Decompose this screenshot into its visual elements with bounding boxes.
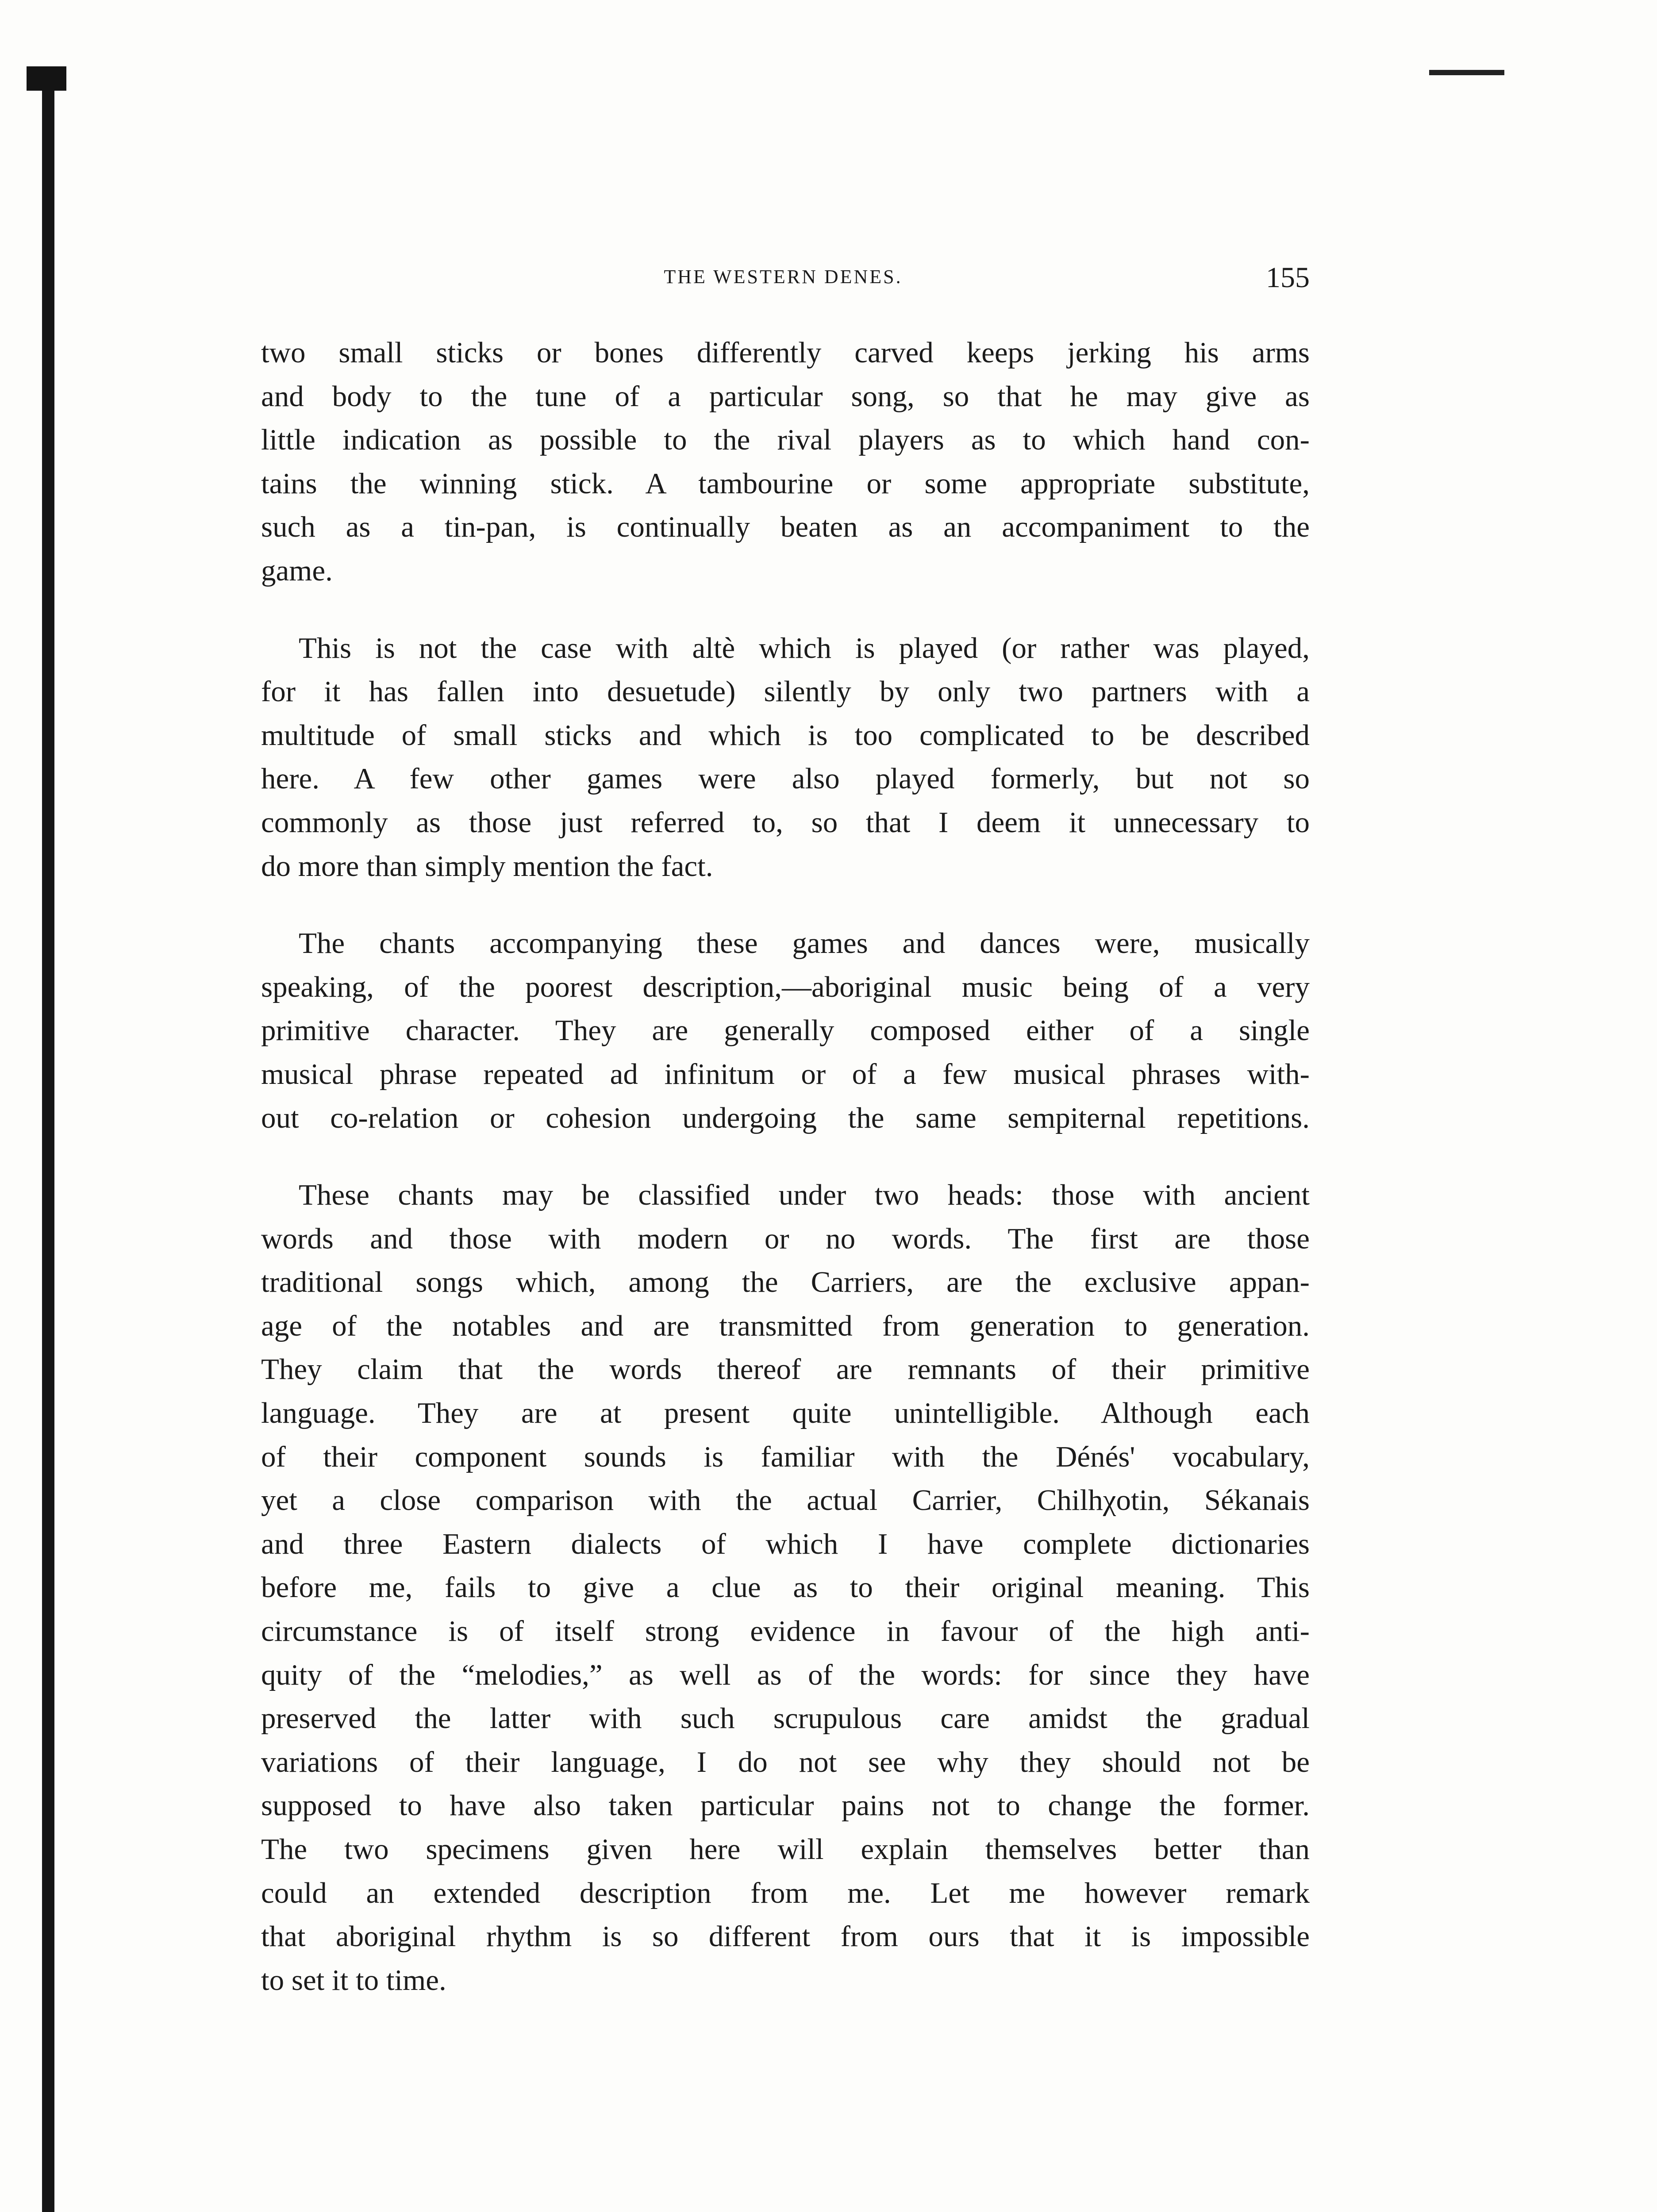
text-line: do more than simply mention the fact.	[261, 849, 713, 883]
text-line: two small sticks or bones differently carved keeps jerking his arms	[261, 336, 1310, 369]
text-line: out co-relation or cohesion undergoing the same sempiternal repetitions.	[261, 1101, 1310, 1134]
binding-edge-shadow	[42, 66, 54, 2212]
text-line: that aboriginal rhythm is so different from ours that it is impossible	[261, 1920, 1310, 1953]
page-header	[257, 261, 1310, 301]
text-line: multitude of small sticks and which is too complicated to be described	[261, 718, 1310, 752]
text-line: speaking, of the poorest description,—aboriginal music being of a very	[261, 970, 1310, 1003]
text-line: They claim that the words thereof are remnants of their primitive	[261, 1353, 1310, 1386]
text-line: variations of their language, I do not see why they should not be	[261, 1745, 1310, 1778]
text-line: for it has fallen into desuetude) silently by only two partners with a	[261, 675, 1310, 708]
text-line: age of the notables and are transmitted from generation to generation.	[261, 1309, 1310, 1342]
text-line: little indication as possible to the rival players as to which hand con-	[261, 423, 1310, 457]
text-line: commonly as those just referred to, so that I deem it unnecessary to	[261, 806, 1310, 839]
text-line: tains the winning stick. A tambourine or some appropriate substitute,	[261, 467, 1310, 500]
text-line: game.	[261, 554, 333, 587]
text-line: and three Eastern dialects of which I have complete dictionaries	[261, 1527, 1310, 1560]
text-line: circumstance is of itself strong evidence in favour of the high anti-	[261, 1615, 1310, 1648]
text-line: words and those with modern or no words. The first are those	[261, 1222, 1310, 1255]
text-line: quity of the “melodies,” as well as of the words: for since they have	[261, 1658, 1310, 1691]
page-number: 155	[1266, 261, 1310, 294]
text-line: The chants accompanying these games and dances were, musically	[299, 927, 1310, 960]
text-line: supposed to have also taken particular pains not to change the former.	[261, 1789, 1310, 1822]
text-line: and body to the tune of a particular song, so that he may give as	[261, 380, 1310, 413]
text-line: such as a tin-pan, is continually beaten as an accompaniment to the	[261, 511, 1310, 544]
text-line: of their component sounds is familiar with the Dénés' vocabulary,	[261, 1440, 1310, 1473]
text-line: The two specimens given here will explain themselves better than	[261, 1833, 1310, 1866]
text-line: to set it to time.	[261, 1963, 446, 1997]
corner-scan-mark	[1429, 70, 1504, 75]
text-line: musical phrase repeated ad infinitum or of a few musical phrases with-	[261, 1057, 1310, 1091]
paragraph	[261, 331, 1310, 593]
text-line: language. They are at present quite unintelligible. Although each	[261, 1397, 1310, 1430]
text-line: primitive character. They are generally composed either of a single	[261, 1014, 1310, 1047]
paragraph	[261, 1173, 1310, 2002]
text-line: could an extended description from me. Let me however remark	[261, 1876, 1310, 1909]
text-line: yet a close comparison with the actual Carrier, Chilhχotin, Sékanais	[261, 1484, 1310, 1517]
text-line: before me, fails to give a clue as to their original meaning. This	[261, 1571, 1310, 1604]
binding-top-mark	[27, 66, 66, 91]
text-line: These chants may be classified under two heads: those with ancient	[299, 1179, 1310, 1212]
body-text	[261, 331, 1310, 2035]
running-head: THE WESTERN DENES.	[664, 266, 903, 288]
text-line: traditional songs which, among the Carriers, are the exclusive appan-	[261, 1266, 1310, 1299]
text-line: This is not the case with altè which is played (or rather was played,	[299, 631, 1310, 664]
text-line: preserved the latter with such scrupulous care amidst the gradual	[261, 1702, 1310, 1735]
paragraph	[261, 626, 1310, 888]
paragraph	[261, 922, 1310, 1140]
text-line: here. A few other games were also played formerly, but not so	[261, 762, 1310, 795]
